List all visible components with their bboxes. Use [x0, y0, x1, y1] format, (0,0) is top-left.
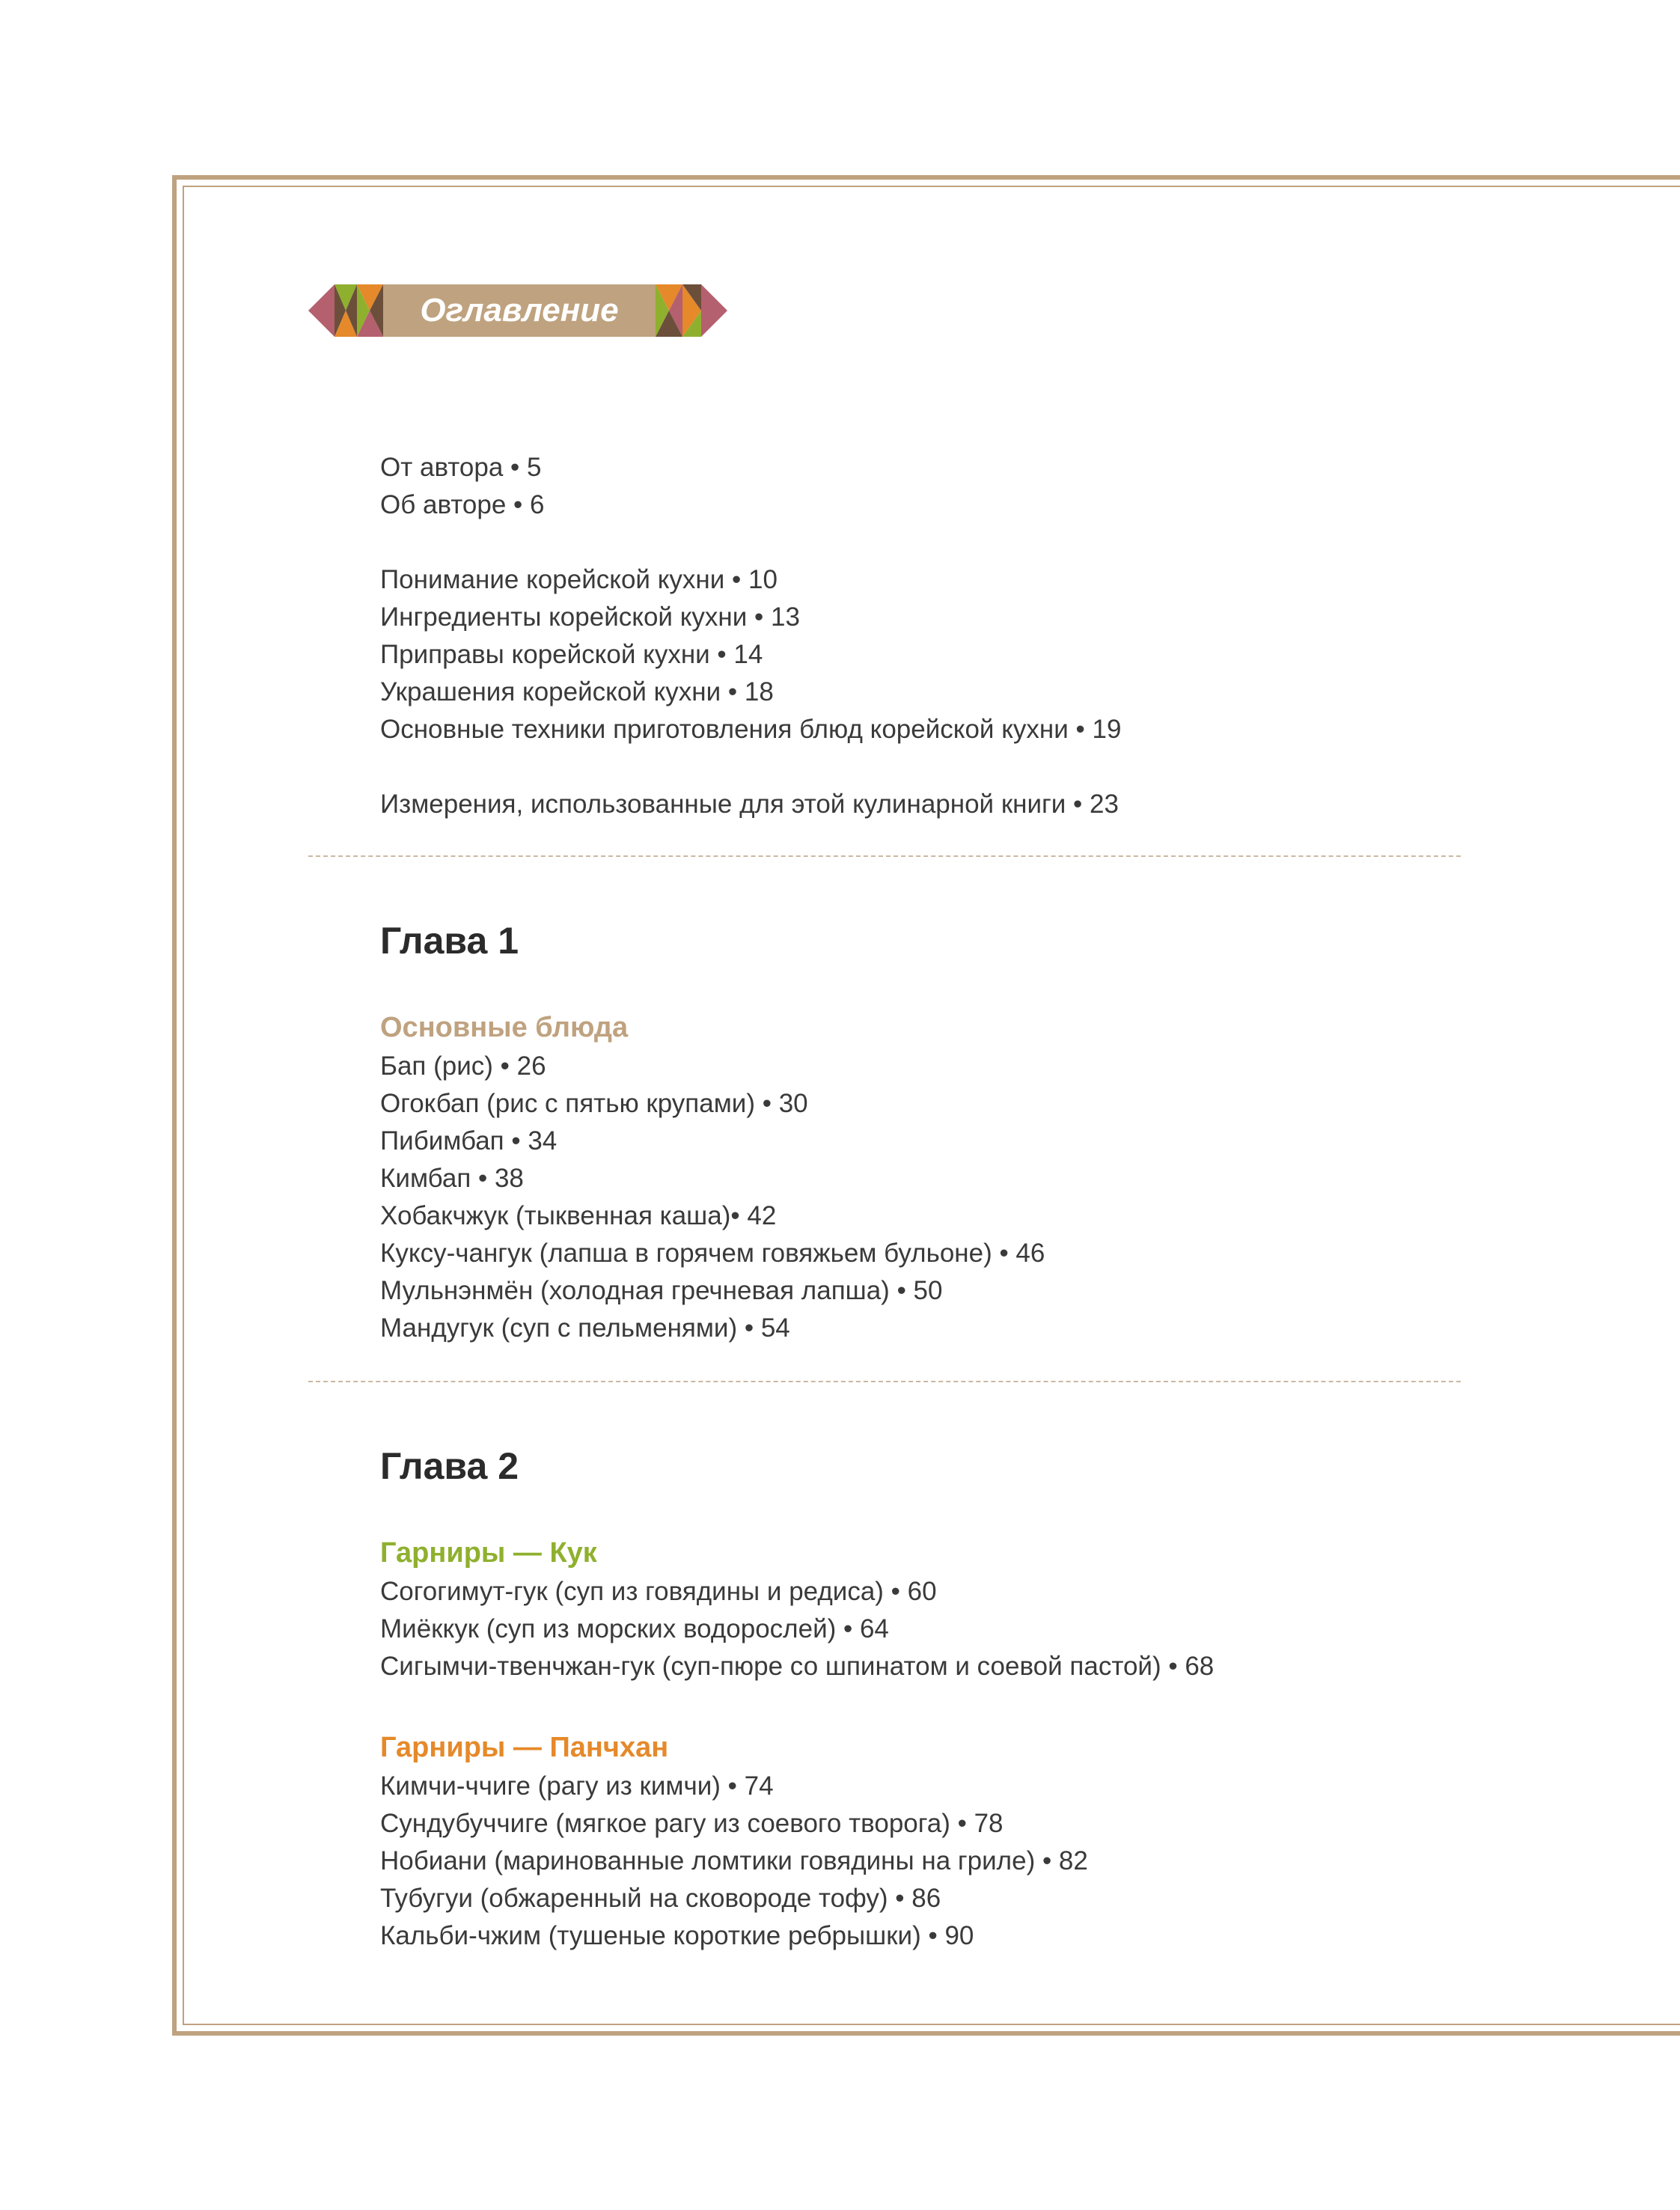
- toc-entry: Измерения, использованные для этой кулинарной книги • 23: [380, 790, 1119, 819]
- toc-entry: Пибимбап • 34: [380, 1126, 558, 1156]
- toc-entry: Кимчи-ччиге (рагу из кимчи) • 74: [380, 1771, 774, 1801]
- toc-entry: Украшения корейской кухни • 18: [380, 677, 774, 706]
- section-divider: [308, 855, 1461, 857]
- section-main-dishes: Основные блюда: [380, 1012, 629, 1043]
- toc-banner: [308, 284, 727, 337]
- toc-entry: Сигымчи-твенчжан-гук (суп-пюре со шпинатом и соевой пастой) • 68: [380, 1652, 1215, 1681]
- section-garnish-kuk: Гарниры — Кук: [380, 1537, 597, 1569]
- section-divider: [308, 1381, 1461, 1382]
- toc-title: Оглавление: [420, 292, 619, 329]
- toc-entry: Хобакчжук (тыквенная каша)• 42: [380, 1201, 777, 1230]
- toc-entry: Мандугук (суп с пельменями) • 54: [380, 1313, 790, 1343]
- toc-entry: Ингредиенты корейской кухни • 13: [380, 602, 800, 632]
- banner-right-triangle-7: [701, 284, 727, 337]
- toc-entry: Сундубуччиге (мягкое рагу из соевого творога) • 78: [380, 1809, 1004, 1838]
- toc-entry: От автора • 5: [380, 453, 542, 482]
- toc-entry: Нобиани (маринованные ломтики говядины на гриле) • 82: [380, 1846, 1088, 1875]
- chapter-1-title: Глава 1: [380, 920, 519, 962]
- toc-entry: Куксу-чангук (лапша в горячем говяжьем бульоне) • 46: [380, 1239, 1045, 1268]
- toc-entry: Кимбап • 38: [380, 1164, 524, 1193]
- banner-left-triangle-1: [308, 284, 335, 337]
- toc-entry: Понимание корейской кухни • 10: [380, 565, 778, 594]
- section-garnish-panchan: Гарниры — Панчхан: [380, 1732, 669, 1763]
- toc-entry: Основные техники приготовления блюд корейской кухни • 19: [380, 715, 1122, 744]
- toc-entry: Об авторе • 6: [380, 490, 545, 519]
- toc-entry: Миёккук (суп из морских водорослей) • 64: [380, 1614, 889, 1643]
- toc-entry: Огокбап (рис с пятью крупами) • 30: [380, 1089, 808, 1118]
- toc-entry: Согогимут-гук (суп из говядины и редиса) • 60: [380, 1577, 937, 1606]
- toc-entry: Приправы корейской кухни • 14: [380, 640, 763, 669]
- toc-entry: Бап (рис) • 26: [380, 1051, 546, 1081]
- toc-entry: Мульнэнмён (холодная гречневая лапша) • 50: [380, 1276, 943, 1305]
- toc-entry: Тубугуи (обжаренный на сковороде тофу) • 86: [380, 1884, 941, 1913]
- toc-entry: Кальби-чжим (тушеные короткие ребрышки) • 90: [380, 1921, 974, 1950]
- chapter-2-title: Глава 2: [380, 1445, 519, 1487]
